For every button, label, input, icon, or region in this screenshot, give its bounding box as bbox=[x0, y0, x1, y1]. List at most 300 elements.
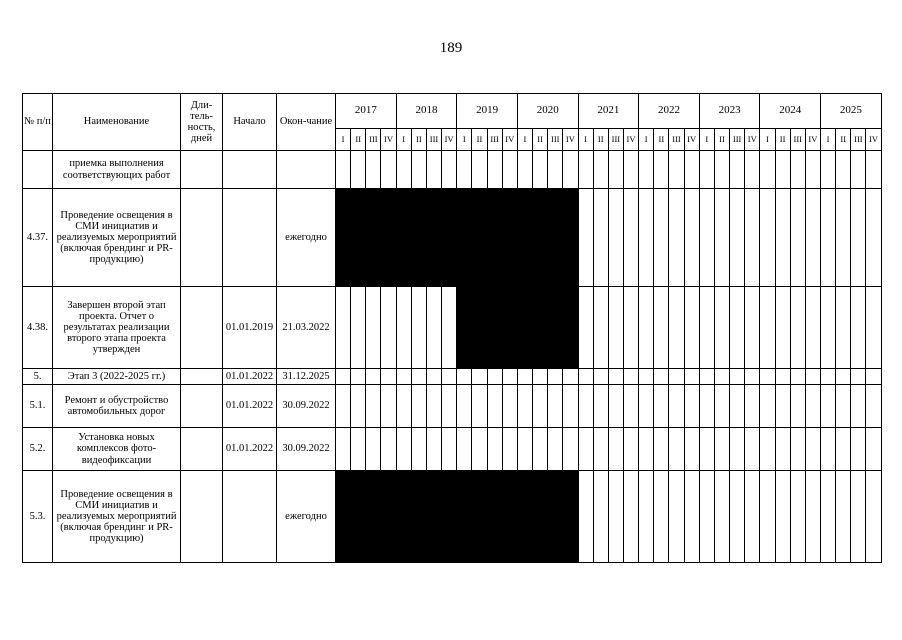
quarter-header: II bbox=[836, 129, 851, 151]
gantt-empty-cell bbox=[351, 151, 366, 189]
year-header: 2020 bbox=[517, 94, 578, 129]
gantt-empty-cell bbox=[654, 287, 669, 369]
gantt-empty-cell bbox=[836, 287, 851, 369]
gantt-empty-cell bbox=[563, 369, 578, 385]
row-start-date bbox=[223, 189, 277, 287]
gantt-bar-cell bbox=[533, 287, 548, 369]
gantt-empty-cell bbox=[790, 151, 805, 189]
gantt-empty-cell bbox=[699, 428, 714, 471]
gantt-empty-cell bbox=[821, 471, 836, 563]
gantt-empty-cell bbox=[684, 189, 699, 287]
gantt-empty-cell bbox=[381, 151, 396, 189]
gantt-empty-cell bbox=[578, 428, 593, 471]
gantt-bar-cell bbox=[472, 471, 487, 563]
gantt-empty-cell bbox=[836, 369, 851, 385]
gantt-empty-cell bbox=[396, 385, 411, 428]
header-end: Окон-чание bbox=[277, 94, 336, 151]
gantt-bar-cell bbox=[381, 471, 396, 563]
gantt-bar-cell bbox=[411, 471, 426, 563]
gantt-empty-cell bbox=[699, 471, 714, 563]
gantt-empty-cell bbox=[457, 385, 472, 428]
gantt-empty-cell bbox=[790, 428, 805, 471]
gantt-bar-cell bbox=[396, 189, 411, 287]
gantt-empty-cell bbox=[487, 385, 502, 428]
gantt-empty-cell bbox=[836, 428, 851, 471]
quarter-header: III bbox=[790, 129, 805, 151]
quarter-header: III bbox=[366, 129, 381, 151]
gantt-bar-cell bbox=[442, 471, 457, 563]
gantt-bar-cell bbox=[336, 189, 351, 287]
gantt-empty-cell bbox=[517, 385, 532, 428]
gantt-empty-cell bbox=[336, 428, 351, 471]
row-number: 5.2. bbox=[23, 428, 53, 471]
gantt-empty-cell bbox=[730, 369, 745, 385]
gantt-empty-cell bbox=[790, 369, 805, 385]
gantt-bar-cell bbox=[517, 189, 532, 287]
gantt-empty-cell bbox=[639, 385, 654, 428]
gantt-bar-cell bbox=[396, 471, 411, 563]
gantt-empty-cell bbox=[336, 287, 351, 369]
gantt-empty-cell bbox=[366, 369, 381, 385]
gantt-empty-cell bbox=[699, 189, 714, 287]
gantt-empty-cell bbox=[351, 287, 366, 369]
gantt-empty-cell bbox=[639, 428, 654, 471]
gantt-bar-cell bbox=[517, 287, 532, 369]
gantt-empty-cell bbox=[563, 428, 578, 471]
gantt-bar-cell bbox=[533, 189, 548, 287]
row-end-date: 31.12.2025 bbox=[277, 369, 336, 385]
gantt-empty-cell bbox=[442, 385, 457, 428]
gantt-empty-cell bbox=[396, 151, 411, 189]
gantt-empty-cell bbox=[426, 287, 441, 369]
gantt-empty-cell bbox=[336, 385, 351, 428]
gantt-empty-cell bbox=[836, 471, 851, 563]
header-start: Начало bbox=[223, 94, 277, 151]
gantt-empty-cell bbox=[578, 151, 593, 189]
quarter-header: IV bbox=[684, 129, 699, 151]
gantt-empty-cell bbox=[608, 189, 623, 287]
year-header: 2024 bbox=[760, 94, 821, 129]
row-start-date: 01.01.2019 bbox=[223, 287, 277, 369]
gantt-empty-cell bbox=[730, 151, 745, 189]
header-name: Наименование bbox=[53, 94, 181, 151]
header-duration: Дли-тель-ность, дней bbox=[181, 94, 223, 151]
gantt-empty-cell bbox=[805, 287, 820, 369]
year-header: 2021 bbox=[578, 94, 639, 129]
gantt-bar-cell bbox=[426, 471, 441, 563]
quarter-header: II bbox=[472, 129, 487, 151]
gantt-empty-cell bbox=[866, 428, 881, 471]
quarter-header: I bbox=[396, 129, 411, 151]
gantt-empty-cell bbox=[578, 287, 593, 369]
gantt-empty-cell bbox=[684, 151, 699, 189]
header-num: № п/п bbox=[23, 94, 53, 151]
gantt-empty-cell bbox=[866, 369, 881, 385]
gantt-empty-cell bbox=[608, 428, 623, 471]
gantt-empty-cell bbox=[366, 428, 381, 471]
gantt-empty-cell bbox=[593, 428, 608, 471]
gantt-empty-cell bbox=[714, 151, 729, 189]
gantt-empty-cell bbox=[805, 151, 820, 189]
row-name: Проведение освещения в СМИ инициатив и реализуемых мероприятий (включая брендинг и PR-продукцию) bbox=[53, 189, 181, 287]
gantt-empty-cell bbox=[821, 428, 836, 471]
gantt-empty-cell bbox=[805, 471, 820, 563]
row-name: приемка выполнения соответствующих работ bbox=[53, 151, 181, 189]
gantt-empty-cell bbox=[593, 151, 608, 189]
gantt-empty-cell bbox=[563, 385, 578, 428]
gantt-empty-cell bbox=[517, 369, 532, 385]
quarter-header: II bbox=[714, 129, 729, 151]
table-row bbox=[23, 428, 882, 471]
row-start-date bbox=[223, 471, 277, 563]
row-name: Проведение освещения в СМИ инициатив и реализуемых мероприятий (включая брендинг и PR-продукцию) bbox=[53, 471, 181, 563]
gantt-empty-cell bbox=[669, 428, 684, 471]
row-end-date: ежегодно bbox=[277, 471, 336, 563]
quarter-header: I bbox=[336, 129, 351, 151]
gantt-empty-cell bbox=[351, 369, 366, 385]
gantt-bar-cell bbox=[487, 287, 502, 369]
gantt-empty-cell bbox=[760, 189, 775, 287]
table-header bbox=[23, 94, 882, 151]
gantt-empty-cell bbox=[836, 151, 851, 189]
gantt-empty-cell bbox=[608, 385, 623, 428]
quarter-header: I bbox=[457, 129, 472, 151]
gantt-empty-cell bbox=[745, 287, 760, 369]
gantt-empty-cell bbox=[775, 428, 790, 471]
gantt-empty-cell bbox=[351, 428, 366, 471]
gantt-empty-cell bbox=[714, 369, 729, 385]
gantt-empty-cell bbox=[714, 428, 729, 471]
gantt-empty-cell bbox=[745, 385, 760, 428]
gantt-empty-cell bbox=[411, 287, 426, 369]
gantt-empty-cell bbox=[730, 189, 745, 287]
gantt-empty-cell bbox=[381, 428, 396, 471]
gantt-empty-cell bbox=[366, 385, 381, 428]
gantt-empty-cell bbox=[654, 189, 669, 287]
gantt-empty-cell bbox=[381, 385, 396, 428]
gantt-empty-cell bbox=[366, 287, 381, 369]
row-start-date: 01.01.2022 bbox=[223, 385, 277, 428]
gantt-empty-cell bbox=[396, 428, 411, 471]
gantt-empty-cell bbox=[654, 428, 669, 471]
gantt-empty-cell bbox=[669, 369, 684, 385]
page-number: 189 bbox=[439, 40, 463, 56]
gantt-bar-cell bbox=[351, 471, 366, 563]
gantt-empty-cell bbox=[608, 287, 623, 369]
gantt-empty-cell bbox=[805, 369, 820, 385]
row-name: Этап 3 (2022-2025 гг.) bbox=[53, 369, 181, 385]
gantt-empty-cell bbox=[426, 369, 441, 385]
gantt-bar-cell bbox=[517, 471, 532, 563]
gantt-empty-cell bbox=[623, 369, 638, 385]
gantt-bar-cell bbox=[563, 287, 578, 369]
gantt-empty-cell bbox=[426, 385, 441, 428]
table-row bbox=[23, 151, 882, 189]
gantt-bar-cell bbox=[366, 189, 381, 287]
gantt-bar-cell bbox=[563, 471, 578, 563]
gantt-empty-cell bbox=[714, 471, 729, 563]
row-start-date: 01.01.2022 bbox=[223, 428, 277, 471]
gantt-empty-cell bbox=[639, 287, 654, 369]
gantt-empty-cell bbox=[608, 151, 623, 189]
gantt-empty-cell bbox=[426, 151, 441, 189]
gantt-bar-cell bbox=[502, 471, 517, 563]
gantt-empty-cell bbox=[684, 369, 699, 385]
gantt-empty-cell bbox=[411, 385, 426, 428]
year-header: 2022 bbox=[639, 94, 700, 129]
gantt-empty-cell bbox=[699, 369, 714, 385]
gantt-empty-cell bbox=[730, 471, 745, 563]
gantt-bar-cell bbox=[502, 287, 517, 369]
gantt-empty-cell bbox=[775, 471, 790, 563]
quarter-header: III bbox=[608, 129, 623, 151]
gantt-empty-cell bbox=[593, 385, 608, 428]
table-row bbox=[23, 385, 882, 428]
gantt-empty-cell bbox=[623, 428, 638, 471]
gantt-empty-cell bbox=[623, 151, 638, 189]
gantt-bar-cell bbox=[442, 189, 457, 287]
row-duration bbox=[181, 471, 223, 563]
gantt-empty-cell bbox=[608, 471, 623, 563]
gantt-empty-cell bbox=[790, 385, 805, 428]
gantt-empty-cell bbox=[578, 471, 593, 563]
gantt-empty-cell bbox=[821, 151, 836, 189]
gantt-empty-cell bbox=[851, 287, 866, 369]
gantt-empty-cell bbox=[821, 385, 836, 428]
gantt-bar-cell bbox=[533, 471, 548, 563]
gantt-empty-cell bbox=[548, 385, 563, 428]
gantt-empty-cell bbox=[684, 471, 699, 563]
gantt-empty-cell bbox=[714, 385, 729, 428]
quarter-header: II bbox=[533, 129, 548, 151]
gantt-empty-cell bbox=[684, 287, 699, 369]
quarter-header: II bbox=[775, 129, 790, 151]
gantt-bar-cell bbox=[548, 189, 563, 287]
row-end-date: 21.03.2022 bbox=[277, 287, 336, 369]
quarter-header: II bbox=[411, 129, 426, 151]
row-number: 5.3. bbox=[23, 471, 53, 563]
gantt-bar-cell bbox=[457, 287, 472, 369]
gantt-empty-cell bbox=[851, 151, 866, 189]
gantt-empty-cell bbox=[760, 428, 775, 471]
gantt-empty-cell bbox=[593, 287, 608, 369]
gantt-empty-cell bbox=[699, 287, 714, 369]
gantt-bar-cell bbox=[457, 471, 472, 563]
gantt-empty-cell bbox=[836, 189, 851, 287]
row-end-date: 30.09.2022 bbox=[277, 385, 336, 428]
gantt-empty-cell bbox=[775, 151, 790, 189]
gantt-empty-cell bbox=[760, 287, 775, 369]
year-header: 2019 bbox=[457, 94, 518, 129]
gantt-empty-cell bbox=[654, 385, 669, 428]
gantt-empty-cell bbox=[654, 471, 669, 563]
gantt-empty-cell bbox=[411, 151, 426, 189]
gantt-empty-cell bbox=[411, 428, 426, 471]
gantt-bar-cell bbox=[487, 471, 502, 563]
quarter-header: IV bbox=[805, 129, 820, 151]
table-row bbox=[23, 369, 882, 385]
gantt-bar-cell bbox=[548, 287, 563, 369]
row-duration bbox=[181, 287, 223, 369]
quarter-header: IV bbox=[381, 129, 396, 151]
gantt-empty-cell bbox=[790, 287, 805, 369]
row-number bbox=[23, 151, 53, 189]
gantt-empty-cell bbox=[866, 189, 881, 287]
gantt-empty-cell bbox=[533, 369, 548, 385]
gantt-empty-cell bbox=[639, 471, 654, 563]
gantt-empty-cell bbox=[487, 369, 502, 385]
row-duration bbox=[181, 151, 223, 189]
quarter-header: IV bbox=[866, 129, 881, 151]
gantt-empty-cell bbox=[548, 369, 563, 385]
gantt-empty-cell bbox=[866, 385, 881, 428]
year-header: 2017 bbox=[336, 94, 397, 129]
gantt-bar-cell bbox=[457, 189, 472, 287]
gantt-empty-cell bbox=[669, 471, 684, 563]
table-row bbox=[23, 287, 882, 369]
year-header: 2018 bbox=[396, 94, 457, 129]
gantt-empty-cell bbox=[851, 189, 866, 287]
gantt-empty-cell bbox=[381, 369, 396, 385]
gantt-empty-cell bbox=[517, 428, 532, 471]
gantt-table bbox=[22, 93, 882, 563]
table-row bbox=[23, 189, 882, 287]
row-start-date bbox=[223, 151, 277, 189]
gantt-bar-cell bbox=[548, 471, 563, 563]
gantt-empty-cell bbox=[396, 369, 411, 385]
row-name: Ремонт и обустройство автомобильных дорог bbox=[53, 385, 181, 428]
gantt-empty-cell bbox=[639, 369, 654, 385]
gantt-empty-cell bbox=[623, 287, 638, 369]
row-number: 4.37. bbox=[23, 189, 53, 287]
gantt-empty-cell bbox=[472, 428, 487, 471]
gantt-empty-cell bbox=[381, 287, 396, 369]
quarter-header: III bbox=[730, 129, 745, 151]
quarter-header: IV bbox=[623, 129, 638, 151]
gantt-empty-cell bbox=[593, 189, 608, 287]
gantt-bar-cell bbox=[487, 189, 502, 287]
gantt-empty-cell bbox=[336, 151, 351, 189]
row-end-date: ежегодно bbox=[277, 189, 336, 287]
quarter-header: I bbox=[699, 129, 714, 151]
gantt-empty-cell bbox=[623, 189, 638, 287]
gantt-empty-cell bbox=[821, 189, 836, 287]
gantt-empty-cell bbox=[517, 151, 532, 189]
row-name: Установка новых комплексов фото-видеофиксации bbox=[53, 428, 181, 471]
gantt-bar-cell bbox=[472, 189, 487, 287]
row-duration bbox=[181, 428, 223, 471]
row-number: 4.38. bbox=[23, 287, 53, 369]
gantt-empty-cell bbox=[805, 189, 820, 287]
gantt-empty-cell bbox=[745, 471, 760, 563]
quarter-header: II bbox=[654, 129, 669, 151]
gantt-empty-cell bbox=[442, 428, 457, 471]
quarter-header: I bbox=[517, 129, 532, 151]
quarter-header: III bbox=[548, 129, 563, 151]
year-header: 2023 bbox=[699, 94, 760, 129]
quarter-header: IV bbox=[563, 129, 578, 151]
gantt-empty-cell bbox=[775, 189, 790, 287]
gantt-empty-cell bbox=[487, 151, 502, 189]
quarter-header: II bbox=[351, 129, 366, 151]
gantt-empty-cell bbox=[851, 471, 866, 563]
gantt-bar-cell bbox=[366, 471, 381, 563]
gantt-empty-cell bbox=[593, 471, 608, 563]
gantt-bar-cell bbox=[411, 189, 426, 287]
gantt-empty-cell bbox=[790, 189, 805, 287]
gantt-empty-cell bbox=[684, 428, 699, 471]
gantt-empty-cell bbox=[502, 151, 517, 189]
gantt-empty-cell bbox=[866, 287, 881, 369]
gantt-empty-cell bbox=[487, 428, 502, 471]
gantt-empty-cell bbox=[730, 385, 745, 428]
gantt-empty-cell bbox=[760, 385, 775, 428]
gantt-empty-cell bbox=[366, 151, 381, 189]
gantt-empty-cell bbox=[851, 385, 866, 428]
gantt-empty-cell bbox=[578, 189, 593, 287]
gantt-empty-cell bbox=[654, 369, 669, 385]
gantt-empty-cell bbox=[548, 428, 563, 471]
gantt-empty-cell bbox=[669, 287, 684, 369]
gantt-empty-cell bbox=[472, 369, 487, 385]
quarter-header: III bbox=[426, 129, 441, 151]
gantt-empty-cell bbox=[623, 471, 638, 563]
gantt-empty-cell bbox=[866, 471, 881, 563]
quarter-header: IV bbox=[502, 129, 517, 151]
gantt-empty-cell bbox=[669, 189, 684, 287]
gantt-empty-cell bbox=[851, 428, 866, 471]
gantt-bar-cell bbox=[381, 189, 396, 287]
gantt-empty-cell bbox=[730, 287, 745, 369]
gantt-empty-cell bbox=[684, 385, 699, 428]
gantt-empty-cell bbox=[639, 151, 654, 189]
quarter-header: I bbox=[578, 129, 593, 151]
gantt-empty-cell bbox=[714, 287, 729, 369]
gantt-bar-cell bbox=[472, 287, 487, 369]
row-name: Завершен второй этап проекта. Отчет о результатах реализации второго этапа проекта утвержден bbox=[53, 287, 181, 369]
gantt-empty-cell bbox=[578, 385, 593, 428]
gantt-empty-cell bbox=[533, 151, 548, 189]
row-end-date bbox=[277, 151, 336, 189]
gantt-empty-cell bbox=[805, 428, 820, 471]
gantt-empty-cell bbox=[639, 189, 654, 287]
gantt-empty-cell bbox=[533, 428, 548, 471]
gantt-empty-cell bbox=[851, 369, 866, 385]
gantt-empty-cell bbox=[502, 428, 517, 471]
gantt-empty-cell bbox=[790, 471, 805, 563]
gantt-empty-cell bbox=[699, 385, 714, 428]
quarter-header: II bbox=[593, 129, 608, 151]
gantt-empty-cell bbox=[760, 369, 775, 385]
gantt-empty-cell bbox=[442, 369, 457, 385]
gantt-empty-cell bbox=[578, 369, 593, 385]
gantt-empty-cell bbox=[623, 385, 638, 428]
gantt-empty-cell bbox=[457, 369, 472, 385]
gantt-empty-cell bbox=[745, 189, 760, 287]
quarter-header: I bbox=[821, 129, 836, 151]
year-header: 2025 bbox=[821, 94, 882, 129]
gantt-empty-cell bbox=[730, 428, 745, 471]
gantt-empty-cell bbox=[745, 428, 760, 471]
gantt-empty-cell bbox=[821, 287, 836, 369]
quarter-header: III bbox=[669, 129, 684, 151]
gantt-empty-cell bbox=[821, 369, 836, 385]
quarter-header: IV bbox=[745, 129, 760, 151]
gantt-empty-cell bbox=[714, 189, 729, 287]
gantt-bar-cell bbox=[336, 471, 351, 563]
gantt-empty-cell bbox=[548, 151, 563, 189]
row-start-date: 01.01.2022 bbox=[223, 369, 277, 385]
